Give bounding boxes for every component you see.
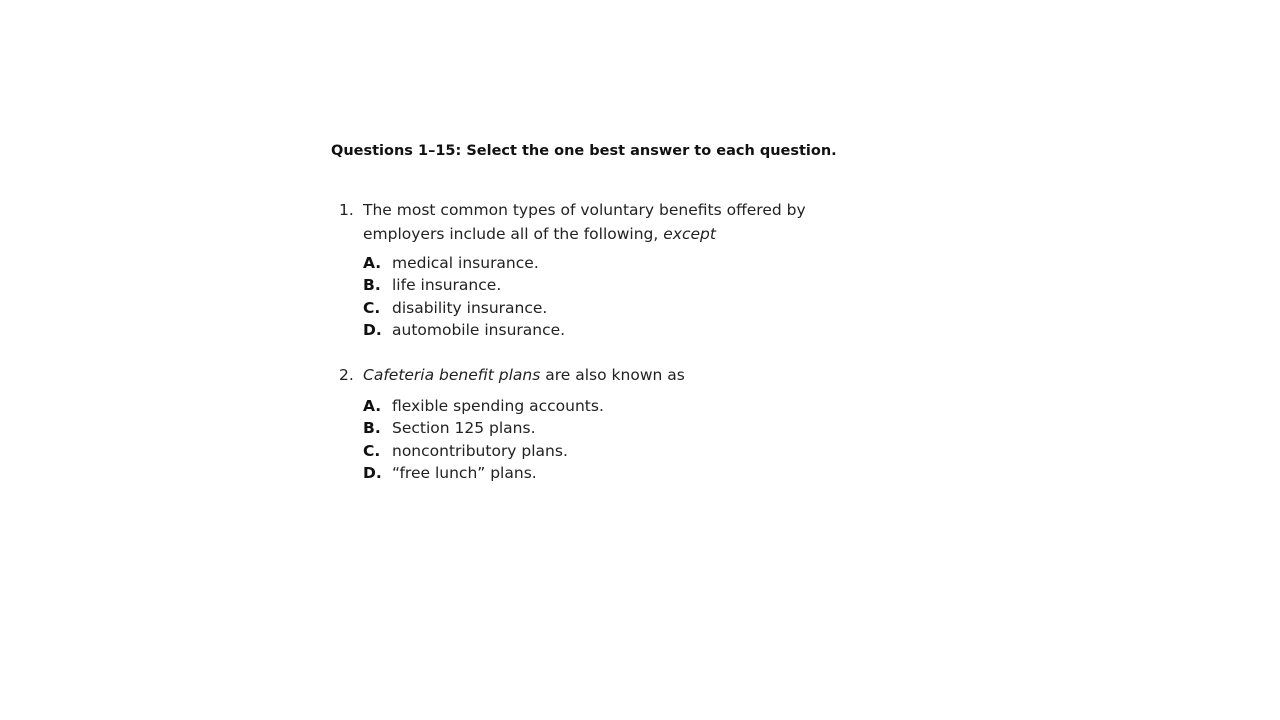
option-text: Section 125 plans. — [392, 419, 536, 438]
option-text: flexible spending accounts. — [392, 397, 604, 415]
question-stem — [339, 198, 859, 246]
option-letter: D. — [363, 320, 382, 339]
option-letter: B. — [363, 419, 381, 438]
answer-option[interactable] — [363, 462, 859, 484]
question-number: 2. — [339, 366, 354, 384]
option-letter: B. — [363, 276, 381, 295]
option-text: automobile insurance. — [392, 320, 566, 339]
question-text-main: are also known as — [540, 366, 685, 384]
section-heading: Questions 1–15: Select the one best answer to each question. — [331, 143, 837, 159]
option-text: medical insurance. — [392, 254, 539, 272]
question-text-main: The most common types of voluntary benefits offered by employers include all of the following, — [363, 201, 806, 243]
answer-option[interactable] — [363, 274, 859, 296]
option-letter: A. — [363, 397, 382, 415]
answer-options — [363, 252, 859, 341]
option-letter: C. — [363, 441, 381, 460]
answer-option[interactable] — [363, 319, 859, 341]
answer-option[interactable] — [363, 252, 859, 274]
question-text — [363, 363, 833, 387]
question-text-emphasis: Cafeteria benefit plans — [363, 366, 541, 384]
answer-option[interactable] — [363, 395, 859, 417]
question-text-emphasis: except — [663, 225, 716, 243]
question-2 — [339, 363, 859, 484]
question-1 — [339, 198, 859, 341]
option-letter: C. — [363, 298, 381, 317]
question-number: 1. — [339, 201, 354, 219]
question-text — [363, 198, 833, 246]
option-text: noncontributory plans. — [392, 441, 568, 460]
option-text: disability insurance. — [392, 298, 548, 317]
option-letter: A. — [363, 254, 382, 272]
answer-option[interactable] — [363, 297, 859, 319]
answer-option[interactable] — [363, 440, 859, 462]
question-stem — [339, 363, 859, 387]
option-text: “free lunch” plans. — [392, 463, 537, 482]
answer-option[interactable] — [363, 417, 859, 439]
answer-options — [363, 395, 859, 484]
option-text: life insurance. — [392, 276, 502, 295]
option-letter: D. — [363, 463, 382, 482]
